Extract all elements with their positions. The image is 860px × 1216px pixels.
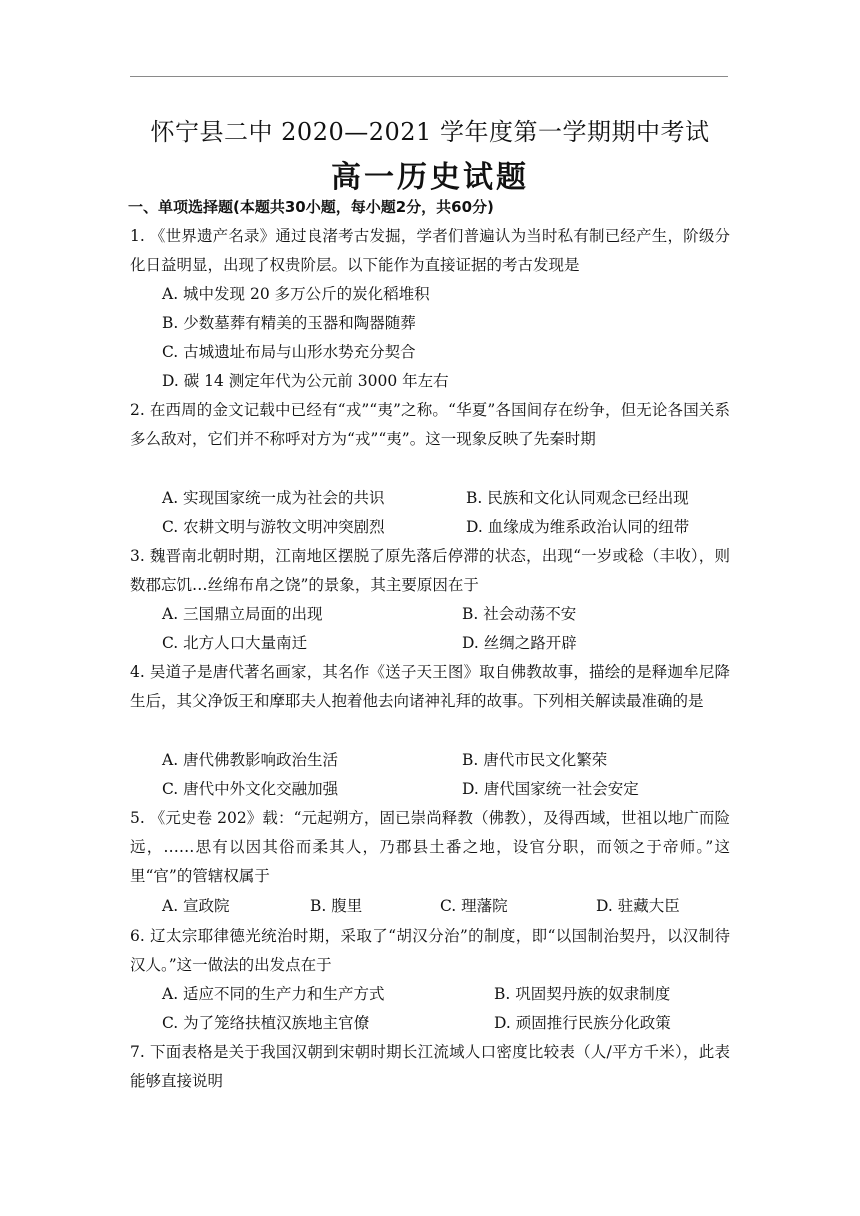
question-5-option-b: B. 腹里 xyxy=(310,897,363,915)
question-3-option-d: D. 丝绸之路开辟 xyxy=(462,634,577,652)
question-6-option-d: D. 顽固推行民族分化政策 xyxy=(494,1014,671,1032)
question-1-option-b: B. 少数墓葬有精美的玉器和陶器随葬 xyxy=(162,314,416,332)
question-2-option-b: B. 民族和文化认同观念已经出现 xyxy=(466,489,689,507)
question-3-option-a: A. 三国鼎立局面的出现 xyxy=(162,605,323,623)
question-4-option-c: C. 唐代中外文化交融加强 xyxy=(162,780,339,798)
section-heading: 一、单项选择题(本题共30小题，每小题2分，共60分) xyxy=(128,198,494,216)
question-3-option-c: C. 北方人口大量南迁 xyxy=(162,634,308,652)
subject-title: 高一历史试题 xyxy=(331,160,529,195)
question-6-option-a: A. 适应不同的生产力和生产方式 xyxy=(162,985,385,1003)
question-1-stem: 1. 《世界遗产名录》通过良渚考古发掘，学者们普遍认为当时私有制已经产生，阶级分化日益明显，出现了权贵阶层。以下能作为直接证据的考古发现是 xyxy=(130,227,730,274)
exam-title: 怀宁县二中 2020—2021 学年度第一学期期中考试 xyxy=(150,118,710,146)
question-2-option-a: A. 实现国家统一成为社会的共识 xyxy=(162,489,385,507)
question-4-option-b: B. 唐代市民文化繁荣 xyxy=(462,751,608,769)
question-2-option-c: C. 农耕文明与游牧文明冲突剧烈 xyxy=(162,518,385,536)
question-5-option-a: A. 宣政院 xyxy=(162,897,230,915)
question-1-option-d: D. 碳 14 测定年代为公元前 3000 年左右 xyxy=(162,372,449,390)
question-6-option-b: B. 巩固契丹族的奴隶制度 xyxy=(494,985,671,1003)
question-1-option-c: C. 古城遗址布局与山形水势充分契合 xyxy=(162,343,416,361)
question-1-option-a: A. 城中发现 20 多万公斤的炭化稻堆积 xyxy=(162,285,430,303)
question-2-stem: 2. 在西周的金文记载中已经有“戎”“夷”之称。“华夏”各国间存在纷争，但无论各国关系多么敌对，它们并不称呼对方为“戎”“夷”。这一现象反映了先秦时期 xyxy=(130,401,730,448)
question-6-option-c: C. 为了笼络扶植汉族地主官僚 xyxy=(162,1014,370,1032)
question-7-stem: 7. 下面表格是关于我国汉朝到宋朝时期长江流域人口密度比较表（人/平方千米），此表能够直接说明 xyxy=(130,1043,730,1090)
question-5-option-c: C. 理藩院 xyxy=(440,897,508,915)
header-rule xyxy=(130,76,728,77)
question-4-option-d: D. 唐代国家统一社会安定 xyxy=(462,780,639,798)
question-6-stem: 6. 辽太宗耶律德光统治时期，采取了“胡汉分治”的制度，即“以国制治契丹，以汉制待汉人。”这一做法的出发点在于 xyxy=(130,927,730,974)
question-4-option-a: A. 唐代佛教影响政治生活 xyxy=(162,751,339,769)
question-2-option-d: D. 血缘成为维系政治认同的纽带 xyxy=(466,518,690,536)
question-5-option-d: D. 驻藏大臣 xyxy=(596,897,680,915)
question-3-stem: 3. 魏晋南北朝时期，江南地区摆脱了原先落后停滞的状态，出现“一岁或稔（丰收），则数郡忘饥…丝绵布帛之饶”的景象，其主要原因在于 xyxy=(130,547,730,594)
question-3-option-b: B. 社会动荡不安 xyxy=(462,605,577,623)
question-4-stem: 4. 吴道子是唐代著名画家，其名作《送子天王图》取自佛教故事，描绘的是释迦牟尼降生后，其父净饭王和摩耶夫人抱着他去向诸神礼拜的故事。下列相关解读最准确的是 xyxy=(130,663,730,710)
question-5-stem: 5. 《元史卷 202》载：“元起朔方，固已崇尚释教（佛教），及得西域，世祖以地广而险远，……思有以因其俗而柔其人，乃郡县土番之地，设官分职，而领之于帝师。”这里“官”的管辖权属于 xyxy=(130,809,730,885)
